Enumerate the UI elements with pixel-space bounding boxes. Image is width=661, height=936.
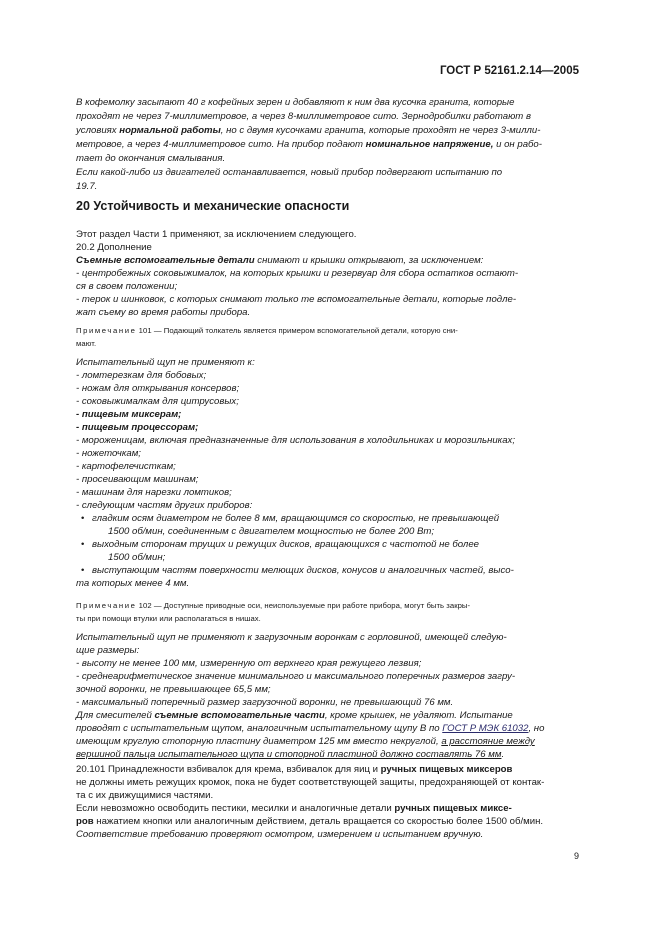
list-item: - пищевым процессорам;: [76, 422, 199, 433]
list-item: - пищевым миксерам;: [76, 409, 182, 420]
removable-parts-text: Съемные вспомогательные детали снимают и крышки открывают, за исключением:: [76, 255, 484, 266]
exception2-line1: - терок и шинковок, с которых снимают только те вспомогательные детали, которые подле-: [76, 294, 517, 305]
para1-line1: В кофемолку засыпают 40 г кофейных зерен и добавляют к ним два кусочка гранита, которые: [76, 97, 515, 108]
list-item: - ломтерезкам для бобовых;: [76, 370, 207, 381]
list-item: - ножам для открывания консервов;: [76, 383, 240, 394]
exception1-line2: ся в своем положении;: [76, 281, 178, 292]
compliance-text: Соответствие требованию проверяют осмотром, измерением и испытанием вручную.: [76, 829, 484, 840]
funnel-line1: Испытательный щуп не применяют к загрузочным воронкам с горловиной, имеющей следую-: [76, 632, 507, 643]
exception2-line2: жат съему во время работы прибора.: [76, 307, 251, 318]
list-item: - мороженицам, включая предназначенные для использования в холодильниках и морозильниках;: [76, 435, 516, 446]
list-item: - машинам для нарезки ломтиков;: [76, 487, 232, 498]
pestle-line2: ров нажатием кнопки или аналогичным действием, деталь вращается со скоростью более 1500 об/мин.: [76, 816, 544, 827]
note-101-line1: Примечание 101 — Подающий толкатель является примером вспомогательной детали, которую сни-: [76, 326, 458, 335]
para-20-101-line1: 20.101 Принадлежности взбивалок для крема, взбивалок для яиц и ручных пищевых миксеров: [76, 764, 513, 775]
para1-line5: тает до окончания смалывания.: [76, 153, 226, 164]
para2-line2: 19.7.: [76, 181, 98, 192]
list-item: - соковыжималкам для цитрусовых;: [76, 396, 239, 407]
mixer-line3: имеющим круглую стопорную пластину диаметром 125 мм вместо некруглой, а расстояние между: [76, 736, 535, 747]
pestle-line1: Если невозможно освободить пестики, месилки и аналогичные детали ручных пищевых миксе-: [76, 803, 512, 814]
list-item: - просеивающим машинам;: [76, 474, 199, 485]
funnel-item-b-line2: зочной воронки, не превышающее 65,5 мм;: [76, 684, 271, 695]
bullet-icon: •: [81, 565, 85, 576]
bullet3-line1: выступающим частям поверхности мелющих дисков, конусов и аналогичных частей, высо-: [92, 565, 514, 576]
note-101-line2: мают.: [76, 339, 97, 348]
funnel-line2: щие размеры:: [76, 645, 140, 656]
page-number: 9: [573, 851, 579, 861]
intro-text: Этот раздел Части 1 применяют, за исключением следующего.: [76, 229, 357, 240]
bullet-icon: •: [81, 513, 85, 524]
note-102-line2: ты при помощи втулки или располагаться в нишах.: [76, 614, 261, 623]
exception1-line1: - центробежных соковыжималок, на которых крышки и резервуар для сбора остатков остают-: [76, 268, 519, 279]
bullet2-line1: выходным сторонам трущих и режущих дисков, вращающихся с частотой не более: [92, 539, 480, 550]
document-code-header: ГОСТ Р 52161.2.14—2005: [439, 65, 579, 77]
list-item: - картофелечисткам;: [76, 461, 176, 472]
gost-61032-link[interactable]: ГОСТ Р МЭК 61032: [442, 723, 529, 734]
para1-line3: условиях нормальной работы, но с двумя кусочками гранита, которые проходят не через 3-милли-: [76, 125, 541, 136]
para-20-101-line3: та с их движущимися частями.: [76, 790, 214, 801]
section-heading: 20 Устойчивость и механические опасности: [76, 199, 350, 213]
mixer-line2: проводят с испытательным щупом, аналогичным испытательному щупу В по ГОСТ Р МЭК 61032, но: [76, 723, 545, 734]
para2-line1: Если какой-либо из двигателей останавливается, новый прибор подвергают испытанию по: [76, 167, 503, 178]
para-20-101-line2: не должны иметь режущих кромок, пока не будет соответствующей защиты, предохраняющей от контак-: [76, 777, 545, 788]
funnel-item-c: - максимальный поперечный размер загрузочной воронки, не превышающий 76 мм.: [76, 697, 454, 708]
probe-intro: Испытательный щуп не применяют к:: [76, 357, 255, 368]
bullet3-line2: та которых менее 4 мм.: [76, 578, 190, 589]
list-item: - ножеточкам;: [76, 448, 141, 459]
bullet1-line2: 1500 об/мин, соединенным с двигателем мощностью не более 200 Вт;: [108, 526, 435, 537]
bullet2-line2: 1500 об/мин;: [108, 552, 166, 563]
funnel-item-a: - высоту не менее 100 мм, измеренную от верхнего края режущего лезвия;: [76, 658, 422, 669]
mixer-line1: Для смесителей съемные вспомогательные части, кроме крышек, не удаляют. Испытание: [76, 710, 513, 721]
note-102-line1: Примечание 102 — Доступные приводные оси, неиспользуемые при работе прибора, могут быть закры-: [76, 601, 471, 610]
para1-line2: проходят не через 7-миллиметровое, а через 8-миллиметровое сито. Зернодробилки работают в: [76, 111, 531, 122]
list-item: - следующим частям других приборов:: [76, 500, 253, 511]
bullet1-line1: гладким осям диаметром не более 8 мм, вращающимся со скоростью, не превышающей: [92, 513, 500, 524]
subsection-20-2: 20.2 Дополнение: [76, 242, 152, 253]
funnel-item-b-line1: - среднеарифметическое значение минимального и максимального поперечных размеров загру-: [76, 671, 516, 682]
para1-line4: метровое, а через 4-миллиметровое сито. На прибор подают номинальное напряжение, и он рабо-: [76, 139, 542, 150]
bullet-icon: •: [81, 539, 85, 550]
mixer-line4: вершиной пальца испытательного щупа и стопорной пластиной должно составлять 76 мм.: [76, 749, 505, 760]
